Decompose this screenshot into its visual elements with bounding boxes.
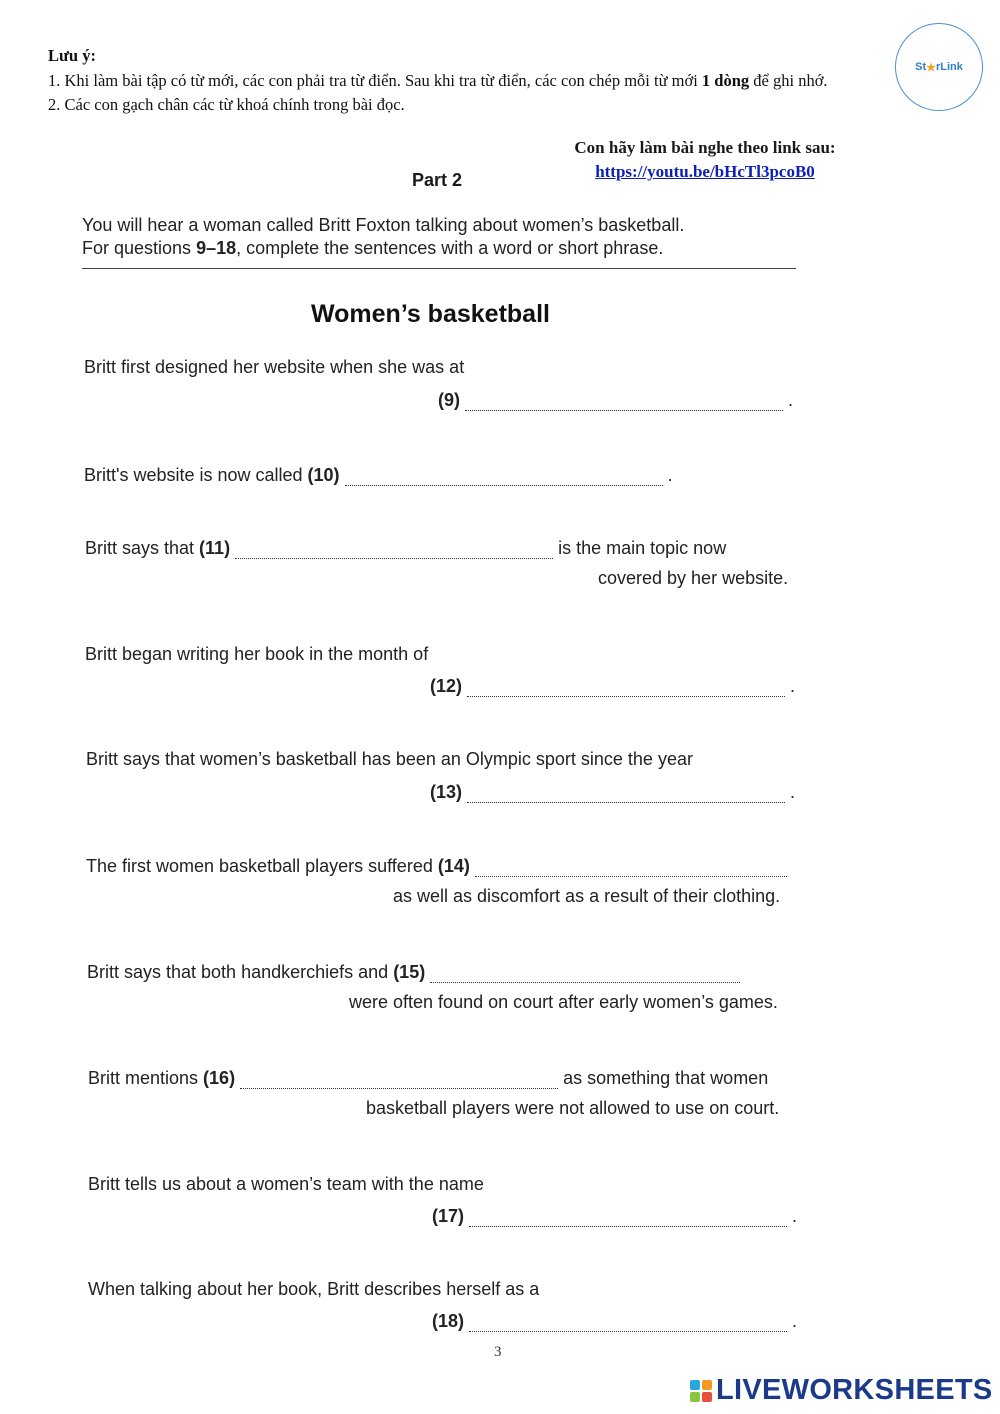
question-number: (9): [438, 390, 460, 410]
answer-input-13[interactable]: [467, 786, 785, 803]
question-number: (15): [393, 962, 426, 982]
question-15-text: Britt says that both handkerchiefs and: [87, 962, 394, 982]
instructions-line-1: You will hear a woman called Britt Foxton talking about women’s basketball.: [82, 215, 685, 235]
question-16-text: Britt mentions: [88, 1068, 204, 1088]
sentence-end: .: [667, 465, 673, 485]
question-number: (10): [307, 465, 340, 485]
worksheet-heading: Women’s basketball: [311, 300, 550, 328]
question-14-text: The first women basketball players suffered: [86, 856, 438, 876]
question-17-answer-line: [432, 1206, 797, 1227]
star-icon: ★: [926, 61, 936, 74]
question-9-text: Britt first designed her website when she was at: [84, 357, 465, 377]
liveworksheets-watermark: [690, 1374, 993, 1407]
answer-input-9[interactable]: [465, 394, 783, 411]
instructions-text-end: , complete the sentences with a word or short phrase.: [236, 238, 664, 258]
answer-input-10[interactable]: [345, 469, 663, 486]
logo-text-start: St: [915, 61, 927, 73]
question-14-line-2: as well as discomfort as a result of their clothing.: [393, 886, 781, 906]
sentence-end: .: [792, 1206, 798, 1226]
answer-input-14[interactable]: [475, 860, 787, 877]
answer-input-12[interactable]: [467, 680, 785, 697]
notes-item-1-text: 1. Khi làm bài tập có từ mới, các con phải tra từ điển. Sau khi tra từ điển, các con chép mỗi từ mới: [48, 70, 702, 90]
instructions-line-2: [82, 237, 684, 260]
question-number: (11): [199, 538, 231, 558]
question-16-text-after: as something that women: [563, 1068, 769, 1088]
divider: [82, 268, 796, 269]
question-11: [85, 538, 726, 559]
sentence-end: .: [788, 390, 794, 410]
link-label: Con hãy làm bài nghe theo link sau:: [574, 138, 836, 157]
question-number: (13): [430, 782, 463, 802]
answer-input-11[interactable]: [235, 542, 553, 559]
notes-title: Lưu ý:: [48, 46, 96, 65]
notes-item-2: 2. Các con gạch chân các từ khoá chính trong bài đọc.: [48, 95, 405, 114]
question-number: (17): [432, 1206, 465, 1226]
notes-item-1-bold: 1 dòng: [701, 70, 750, 90]
question-15: [87, 962, 740, 983]
page-number: 3: [494, 1344, 502, 1360]
question-9-answer-line: [438, 390, 793, 411]
sentence-end: .: [792, 1311, 798, 1331]
question-18-answer-line: [432, 1311, 797, 1332]
instructions: [82, 214, 684, 260]
question-number: (18): [432, 1311, 465, 1331]
liveworksheets-logo-icon: [690, 1380, 712, 1402]
question-16: [88, 1068, 768, 1089]
question-10-text: Britt's website is now called: [84, 465, 308, 485]
question-11-text: Britt says that: [85, 538, 200, 558]
logo-text-end: rLink: [935, 61, 963, 73]
question-15-line-2: were often found on court after early women’s games.: [349, 992, 778, 1012]
question-number: (12): [430, 676, 463, 696]
question-13-answer-line: [430, 782, 795, 803]
question-number: (16): [203, 1068, 236, 1088]
watermark-text: LIVEWORKSHEETS: [716, 1374, 993, 1406]
answer-input-16[interactable]: [240, 1072, 558, 1089]
sentence-end: .: [790, 782, 796, 802]
question-14: [86, 856, 787, 877]
instructions-text: For questions: [82, 238, 197, 258]
answer-input-17[interactable]: [469, 1210, 787, 1227]
starlink-logo: [895, 23, 983, 111]
question-11-line-2: covered by her website.: [598, 568, 789, 588]
notes-item-1-end: để ghi nhớ.: [749, 70, 828, 90]
question-17-text: Britt tells us about a women’s team with the name: [88, 1174, 484, 1194]
part-title: Part 2: [412, 170, 463, 190]
question-12-text: Britt began writing her book in the month of: [85, 644, 429, 664]
question-10: [84, 465, 673, 486]
sentence-end: .: [790, 676, 796, 696]
youtube-link[interactable]: https://youtu.be/bHcTl3pcoB0: [595, 162, 815, 181]
question-range: 9–18: [196, 238, 237, 258]
notes-item-1: [48, 69, 848, 94]
notes-block: [48, 44, 848, 118]
answer-input-18[interactable]: [469, 1315, 787, 1332]
answer-input-15[interactable]: [430, 966, 740, 983]
question-12-answer-line: [430, 676, 795, 697]
question-16-line-2: basketball players were not allowed to use on court.: [366, 1098, 780, 1118]
question-number: (14): [437, 856, 470, 876]
listening-link-block: [548, 136, 862, 184]
question-11-text-after: is the main topic now: [558, 538, 727, 558]
question-13-text: Britt says that women’s basketball has been an Olympic sport since the year: [86, 749, 693, 769]
question-18-text: When talking about her book, Britt describes herself as a: [88, 1279, 540, 1299]
